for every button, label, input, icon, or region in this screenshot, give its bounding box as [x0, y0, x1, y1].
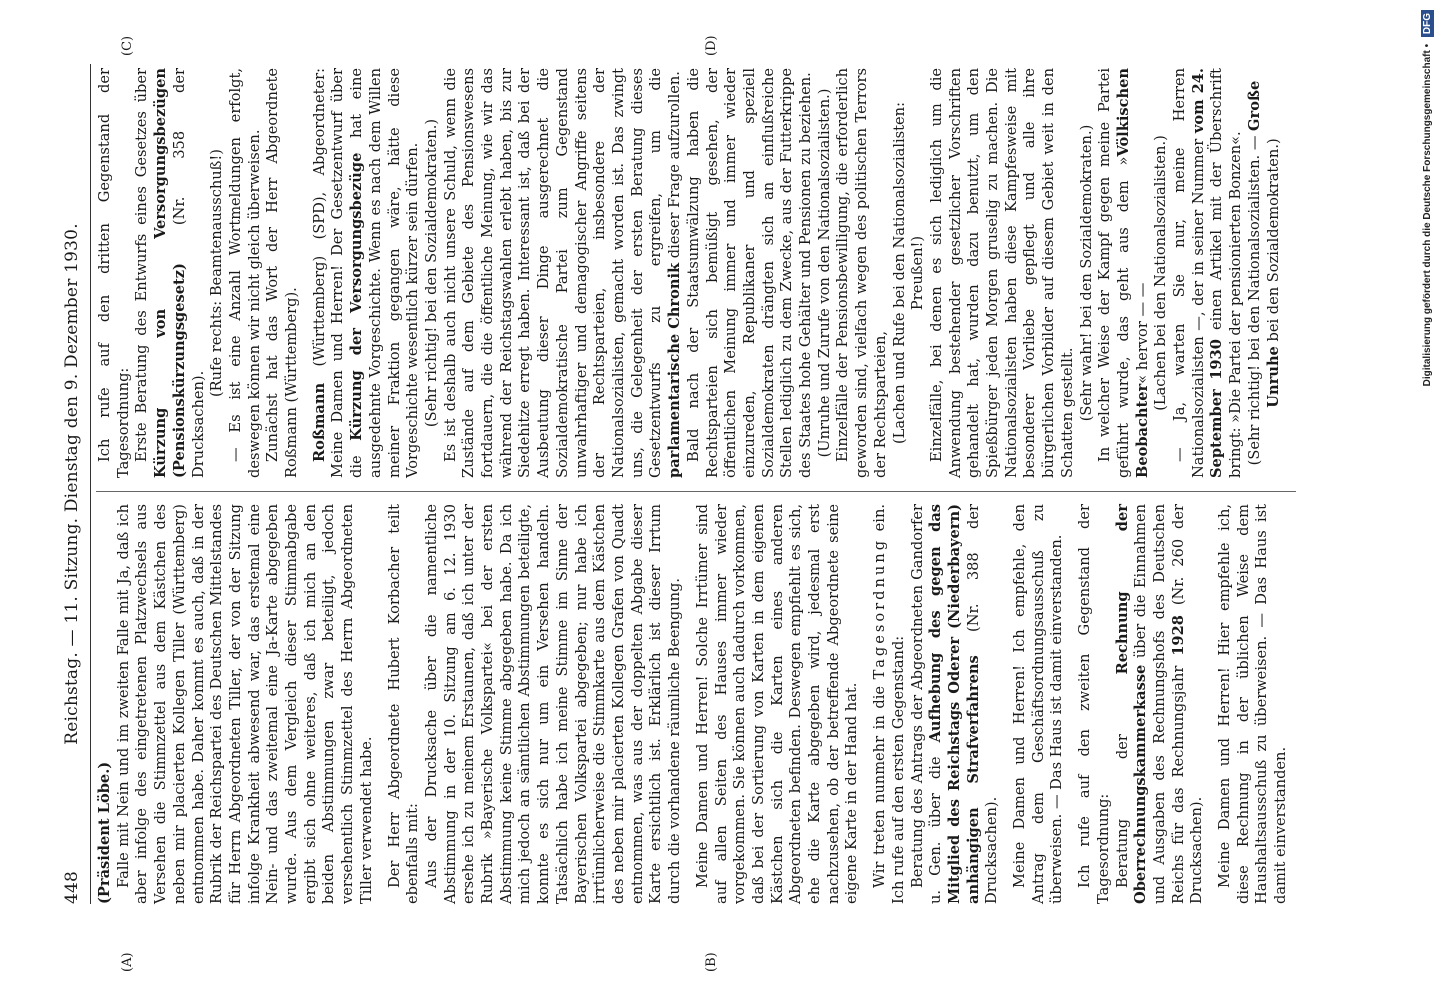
interjection: (Sehr wahr! bei den Sozialdemokraten.) — [1077, 124, 1095, 422]
paragraph: Der Herr Abgeordnete Hubert Korbacher teilt ebenfalls mit: — [385, 504, 422, 904]
margin-marker-d: (D) — [704, 35, 719, 56]
paragraph: — Es ist eine Anzahl Wortmeldungen erfolgt, deswegen können wir nicht gleich überweisen. — [226, 68, 263, 478]
column-rule — [96, 491, 1296, 492]
left-column — [96, 504, 1291, 904]
paragraph: Bald nach der Staatsumwälzung haben die Rechtsparteien sich bemüßigt gesehen, der öffentlichen Meinung immer und immer wieder einzureden, Republikaner und speziell Sozialdemokraten drängten sich an einflußreiche Stellen lediglich zu dem Zwecke, aus der Futterkrippe des Staates hohe Gehälter und Pensionen zu beziehen. — [684, 68, 815, 478]
interjection: (Sehr richtig! bei den Nationalsozialisten. — Große Unruhe bei den Sozialdemokraten.) — [1245, 80, 1282, 466]
running-head: Reichstag. — 11. Sitzung. Dienstag den 9. Dezember 1930. — [62, 223, 82, 745]
interjection: (Lachen bei den Nationalsozialisten.) — [1152, 135, 1170, 411]
paragraph: Wir treten nunmehr in die Tagesordnung ein. Ich rufe auf den ersten Gegenstand: — [871, 503, 907, 904]
page-header — [58, 64, 88, 904]
margin-marker-c: (C) — [120, 35, 135, 56]
paragraph: Zunächst hat das Wort der Herr Abgeordnete Roßmann (Württemberg). — [264, 68, 301, 478]
margin-marker-a: (A) — [120, 952, 135, 972]
speaker-label: (Präsident Löbe.) — [96, 761, 113, 904]
page-number: 448 — [62, 870, 82, 904]
paragraph: Meine Damen und Herren! Ich empfehle, den Antrag dem Geschäftsordnungsausschuß zu überweisen. — Das Haus ist damit einverstanden. — [1011, 504, 1066, 904]
sidebar-credit-text: Digitalisierung gefördert durch die Deutsche Forschungsgemeinschaft • — [1422, 43, 1433, 387]
quoted-paragraph: Aus der Drucksache über die namentliche Abstimmung in der 10. Sitzung am 6. 12. 1930 ersehe ich zu meinem Erstaunen, daß ich unter der Rubrik »Bayerische Volkspartei« bei der ersten Abstimmung keine Stimme abgegeben habe. Da ich mich jedoch an sämtlichen Abstimmungen beteiligte, konnte es sich nur um ein Versehen handeln. Tatsächlich habe ich meine Stimme im Sinne der Bayerischen Volkspartei abgegeben; nur habe ich irrtümlicherweise die Stimmkarte aus dem Kästchen des neben mir placierten Kollegen Grafen von Quadt entnommen, was aus der doppelten Abgabe dieser Karte ersichtlich ist. Erklärlich ist dieser Irrtum durch die vorhandene räumliche Beengung. — [422, 504, 684, 904]
margin-marker-b: (B) — [704, 952, 719, 972]
interjection: (Rufe rechts: Beamtenausschuß!) — [208, 149, 226, 398]
speech-paragraph: Roßmann (Württemberg) (SPD), Abgeordneter: Meine Damen und Herren! Der Gesetzentwurf über die Kürzung der Versorgungsbezüge hat eine ausgedehnte Vorgeschichte. Wenn es nach dem Willen meiner Fraktion gegangen wäre, hätte diese Vorgeschichte wesentlich kürzer sein dürfen. — [310, 68, 422, 478]
paragraph: — Ja, warten Sie nur, meine Herren Nationalsozialisten —, der in seiner Nummer vom 24. September 1930 einen Artikel mit der Überschrift bringt: »Die Partei der pensionierten Bonzen«. — [1171, 67, 1245, 478]
agenda-item: Beratung der Rechnung der Oberrechnungskammerkasse über die Einnahmen und Ausgaben des Rechnungshofs des Deutschen Reichs für das Rechnungsjahr 1928 (Nr. 260 der Drucksachen). — [1113, 503, 1206, 904]
paragraph: Einzelfälle der Pensionsbewilligung, die erforderlich geworden sind, vielfach wegen des politischen Terrors der Rechtsparteien, — [834, 68, 889, 478]
interjection: (Unruhe und Zurufe von den Nationalsozialisten.) — [815, 88, 833, 458]
right-column — [96, 68, 1283, 478]
digitization-sidebar — [1415, 10, 1434, 990]
paragraph: Meine Damen und Herren! Hier empfehle ich, diese Rechnung in der üblichen Weise dem Haushaltsausschuß zu überweisen. — Das Haus ist damit einverstanden. — [1216, 504, 1290, 904]
paragraph: Meine Damen und Herren! Solche Irrtümer sind auf allen Seiten des Hauses immer wieder vorgekommen. Sie können auch dadurch vorkommen, daß bei der Sortierung von Karten in dem eigenen Kästchen sich die Karten eines anderen Abgeordneten befinden. Deswegen empfiehlt es sich, ehe die Karte abgegeben wird, jedesmal erst nachzusehen, ob der betreffende Abgeordnete seine eigene Karte in der Hand hat. — [693, 504, 861, 904]
paragraph: Ich rufe auf den zweiten Gegenstand der Tagesordnung: — [1076, 504, 1112, 904]
interjection: (Lachen und Rufe bei den Nationalsozialisten: Preußen!) — [890, 102, 927, 445]
paragraph: Ich rufe auf den dritten Gegenstand der Tagesordnung: — [96, 68, 132, 478]
paragraph: Es ist deshalb auch nicht unsere Schuld, wenn die Zustände auf dem Gebiete des Pensionswesens fortdauern, die die öffentliche Meinung, wie wir das während der Reichstagswahlen erlebt haben, bis zur Siedehitze erregt haben. Interessant ist, daß bei der Ausbeutung dieser Dinge ausgerechnet die Sozialdemokratische Partei zum Gegenstand unwahrhaftiger und demagogischer Angriffe seitens der Rechtsparteien, insbesondere der Nationalsozialisten, gemacht worden ist. Das zwingt uns, die Gelegenheit der ersten Beratung dieses Gesetzentwurfs zu ergreifen, um die parlamentarische Chronik dieser Frage aufzurollen. — [441, 68, 684, 478]
paragraph: Falle mit Nein und im zweiten Falle mit Ja, daß ich aber infolge des eingetretenen Platzwechsels aus Versehen die Stimmzettel aus dem Kästchen des neben mir placierten Kollegen Tiller (Württemberg) entnommen habe. Daher kommt es auch, daß in der Rubrik der Reichspartei des Deutschen Mittelstandes für Herrn Abgeordneten Tiller, der von der Sitzung infolge Krankheit abwesend war, das erstemal eine Nein- und das zweitemal eine Ja-Karte abgegeben wurde. Aus dem Vergleich dieser Stimmabgabe ergibt sich ohne weiteres, daß ich mich an den beiden Abstimmungen zwar beteiligt, jedoch versehentlich Stimmzettel des Herrn Abgeordneten Tiller verwendet habe. — [114, 504, 375, 904]
paragraph: Einzelfälle, bei denen es sich lediglich um die Anwendung bestehender gesetzlicher Vorschriften gehandelt hat, wurden dazu benutzt, um den Spießbürger jeden Morgen gruselig zu machen. Die Nationalsozialisten haben diese Kampfesweise mit besonderer Vorliebe gepflegt und alle ihre bürgerlichen Vorbilder auf diesem Gebiet weit in den Schatten gestellt. — [927, 68, 1076, 478]
sidebar-credit — [1418, 10, 1434, 990]
paragraph: In welcher Weise der Kampf gegen meine Partei geführt wurde, das geht aus dem »Völkischen Beobachter« hervor — — — [1096, 68, 1151, 478]
header-rule — [90, 64, 91, 904]
interjection: (Sehr richtig! bei den Sozialdemokraten.) — [422, 118, 440, 428]
speaker-name: Roßmann — [310, 382, 328, 462]
dfg-logo: DFG — [1421, 10, 1434, 37]
agenda-item: Erste Beratung des Entwurfs eines Gesetzes über Kürzung von Versorgungsbezügen (Pensionskürzungsgesetz) (Nr. 358 der Drucksachen). — [133, 68, 207, 478]
agenda-item: Beratung des Antrags der Abgeordneten Gandorfer u. Gen. über die Aufhebung des gegen das Mitglied des Reichstags Oderer (Niederbayern) anhängigen Strafverfahrens (Nr. 388 der Drucksachen). — [908, 504, 1001, 904]
